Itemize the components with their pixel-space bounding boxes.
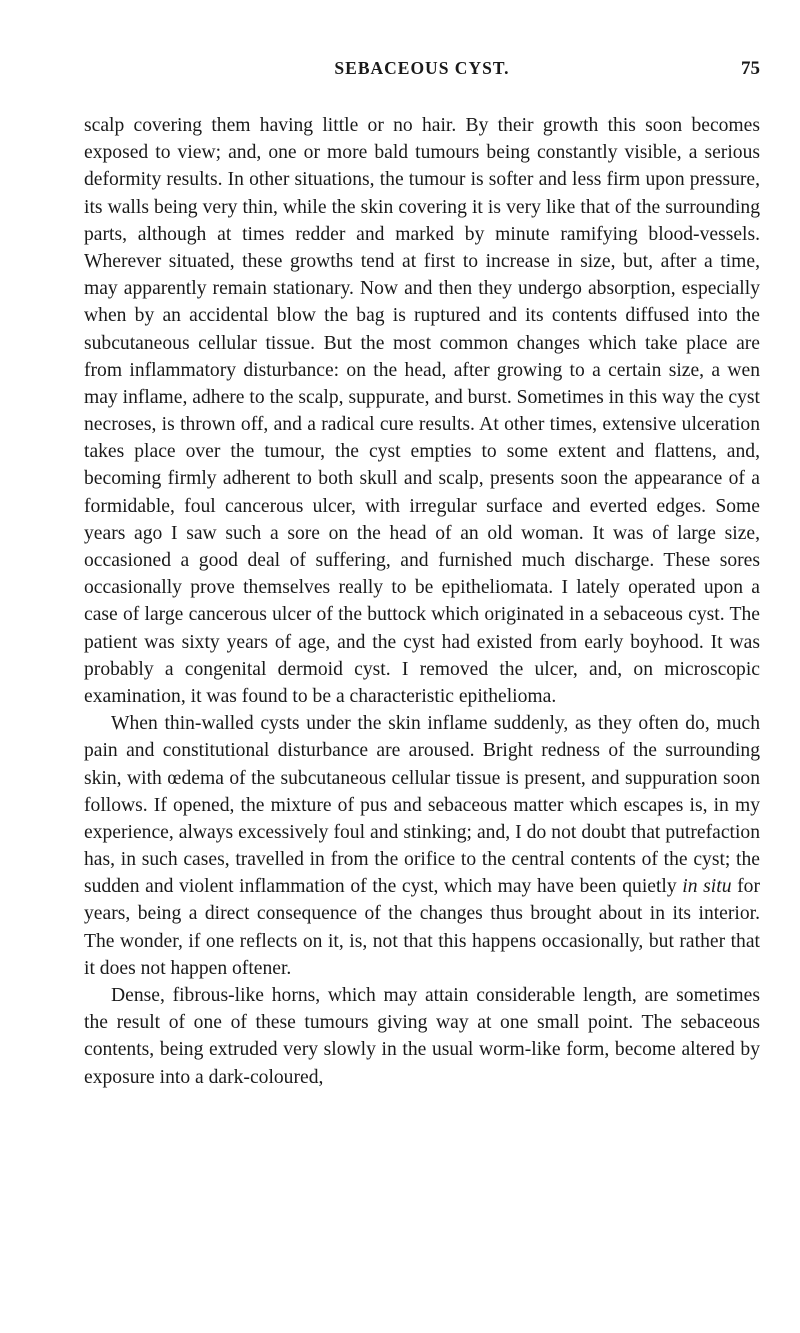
paragraph-2-text-a: When thin-walled cysts under the skin inflame suddenly, as they often do, much pain and constitutional disturbance are aroused. Bright redness of the surrounding skin, with œdema of the subcutaneous cellular tissue is present, and suppuration soon follows. If opened, the mixture of pus and sebaceous matter which escapes is, in my experience, always excessively foul and stinking; and, I do not doubt that putrefaction has, in such cases, travelled in from the orifice to the central contents of the cyst; the sudden and violent inflammation of the cyst, which may have been quietly bbox=[84, 713, 760, 898]
running-header-title: SEBACEOUS CYST. bbox=[334, 58, 510, 78]
paragraph-2 bbox=[84, 710, 760, 982]
body-text bbox=[84, 112, 760, 1091]
page-number: 75 bbox=[741, 58, 760, 79]
paragraph-2-text-b: for years, being a direct consequence of the changes thus brought about in its interior. The wonder, if one reflects on it, is, not that this happens occasionally, but rather that it does not happen oftener. bbox=[84, 876, 760, 979]
paragraph-2-italic-phrase: in situ bbox=[682, 876, 732, 898]
paragraph-3: Dense, fibrous-like horns, which may attain considerable length, are sometimes the result of one of these tumours giving way at one small point. The sebaceous contents, being extruded very slowly in the usual worm-like form, become altered by exposure into a dark-coloured, bbox=[84, 985, 760, 1088]
paragraph-1: scalp covering them having little or no hair. By their growth this soon becomes exposed to view; and, one or more bald tumours being constantly visible, a serious deformity results. In other situations, the tumour is softer and less firm upon pressure, its walls being very thin, while the skin covering it is very like that of the surrounding parts, although at times redder and marked by minute ramifying blood-vessels. Wherever situated, these growths tend at first to increase in size, but, after a time, may apparently remain stationary. Now and then they undergo absorption, especially when by an accidental blow the bag is ruptured and its contents diffused into the subcutaneous cellular tissue. But the most common changes which take place are from inflammatory disturbance: on the head, after growing to a certain size, a wen may inflame, adhere to the scalp, suppurate, and burst. Sometimes in this way the cyst necroses, is thrown off, and a radical cure results. At other times, extensive ulceration takes place over the tumour, the cyst empties to some extent and flattens, and, becoming firmly adherent to both skull and scalp, presents soon the appearance of a formidable, foul cancerous ulcer, with irregular surface and everted edges. Some years ago I saw such a sore on the head of an old woman. It was of large size, occasioned a good deal of suffering, and furnished much discharge. These sores occasionally prove themselves really to be epitheliomata. I lately operated upon a case of large cancerous ulcer of the buttock which originated in a sebaceous cyst. The patient was sixty years of age, and the cyst had existed from early boyhood. It was probably a congenital dermoid cyst. I removed the ulcer, and, on microscopic examination, it was found to be a characteristic epithelioma. bbox=[84, 115, 760, 707]
running-header bbox=[84, 58, 760, 88]
